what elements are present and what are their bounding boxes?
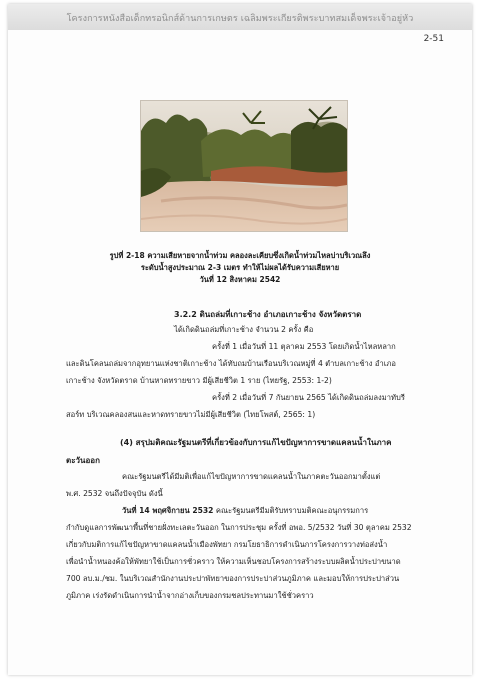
section-4-para-2-line-4: เพื่อนำน้ำหนองค้อให้พัทยาใช้เป็นการชั่วคราว ให้ความเห็นชอบโครงการสร้างระบบผลิตน้ำประปาขนาด <box>66 557 401 566</box>
figure-caption-line-3: วันที่ 12 สิงหาคม 2542 <box>199 275 281 284</box>
resolution-date: วันที่ 14 พฤศจิกายน 2532 <box>122 506 214 515</box>
section-322-intro: ได้เกิดดินถล่มที่เกาะช้าง จำนวน 2 ครั้ง คือ <box>174 325 314 334</box>
flood-damage-photo <box>140 100 348 232</box>
header-band <box>8 4 472 30</box>
section-4-para-1-line-2: พ.ศ. 2532 จนถึงปัจจุบัน ดังนี้ <box>66 489 163 498</box>
section-322-line-2: และดินโคลนถล่มจากอุทยานแห่งชาติเกาะช้าง ได้ทับถมบ้านเรือนบริเวณหมู่ที่ 4 ตำบลเกาะช้าง อำเภอ <box>66 359 396 368</box>
figure-caption-line-2: ระดับน้ำสูงประมาณ 2-3 เมตร ทำให้ไม่ผลได้รับความเสียหาย <box>140 263 340 272</box>
section-heading-3-2-2: 3.2.2 ดินถล่มที่เกาะช้าง อำเภอเกาะช้าง จังหวัดตราด <box>174 310 362 319</box>
section-322-line-3: เกาะช้าง จังหวัดตราด บ้านหาดทรายขาว มีผู้เสียชีวิต 1 ราย (ไทยรัฐ, 2553: 1-2) <box>66 376 332 385</box>
page-number: 2-51 <box>423 34 444 44</box>
figure-caption-line-1: รูปที่ 2-18 ความเสียหายจากน้ำท่วม คลองละเคียบซึ่งเกิดน้ำท่วมไหลบ่าบริเวณลึง <box>109 251 371 260</box>
section-4-para-2-line-2: กำกับดูแลการพัฒนาพื้นที่ชายฝั่งทะเลตะวันออก ในการประชุม ครั้งที่ อพอ. 5/2532 วันที่ 30 ตุลาคม 2532 <box>66 523 412 532</box>
document-page <box>8 4 472 675</box>
resolution-text: คณะรัฐมนตรีมีมติรับทราบมติคณะอนุกรรมการ <box>215 506 369 515</box>
section-4-para-1-line-1: คณะรัฐมนตรีได้มีมติเพื่อแก้ไขปัญหาการขาดแคลนน้ำในภาคตะวันออกมาตั้งแต่ <box>122 472 381 481</box>
section-4-para-2-line-6: ภูมิภาค เร่งรัดดำเนินการนำน้ำจากอ่างเก็บของกรมชลประทานมาใช้ชั่วคราว <box>66 591 314 600</box>
section-4-heading-line-2: ตะวันออก <box>66 456 100 465</box>
section-322-line-5: สอร์ท บริเวณคลองสนและหาดทรายขาวไม่มีผู้เสียชีวิต (ไทยโพสต์, 2565: 1) <box>66 410 316 419</box>
section-4-para-2-line-3: เกี่ยวกับมติการแก้ไขปัญหาขาดแคลนน้ำเมืองพัทยา กรมโยธาธิการดำเนินการโครงการวางท่อส่งน้ำ <box>66 540 388 549</box>
section-322-line-4: ครั้งที่ 2 เมื่อวันที่ 7 กันยายน 2565 ได้เกิดดินถล่มลงมาทับรี <box>212 393 405 402</box>
section-4-para-2-line-1 <box>122 505 368 517</box>
section-4-para-2-line-5: 700 ลบ.ม./ชม. ในบริเวณสำนักงานประปาพัทยาของการประปาส่วนภูมิภาค และมอบให้การประปาส่วน <box>66 574 400 583</box>
section-4-heading: (4) สรุปมติคณะรัฐมนตรีที่เกี่ยวข้องกับการแก้ไขปัญหาการขาดแคลนน้ำในภาค <box>120 438 392 447</box>
section-322-line-1: ครั้งที่ 1 เมื่อวันที่ 11 ตุลาคม 2553 โดยเกิดน้ำไหลหลาก <box>212 342 396 351</box>
running-head: โครงการหนังสือเด็กทรอนิกส์ด้านการเกษตร เฉลิมพระเกียรติพระบาทสมเด็จพระเจ้าอยู่หัว <box>66 14 414 24</box>
